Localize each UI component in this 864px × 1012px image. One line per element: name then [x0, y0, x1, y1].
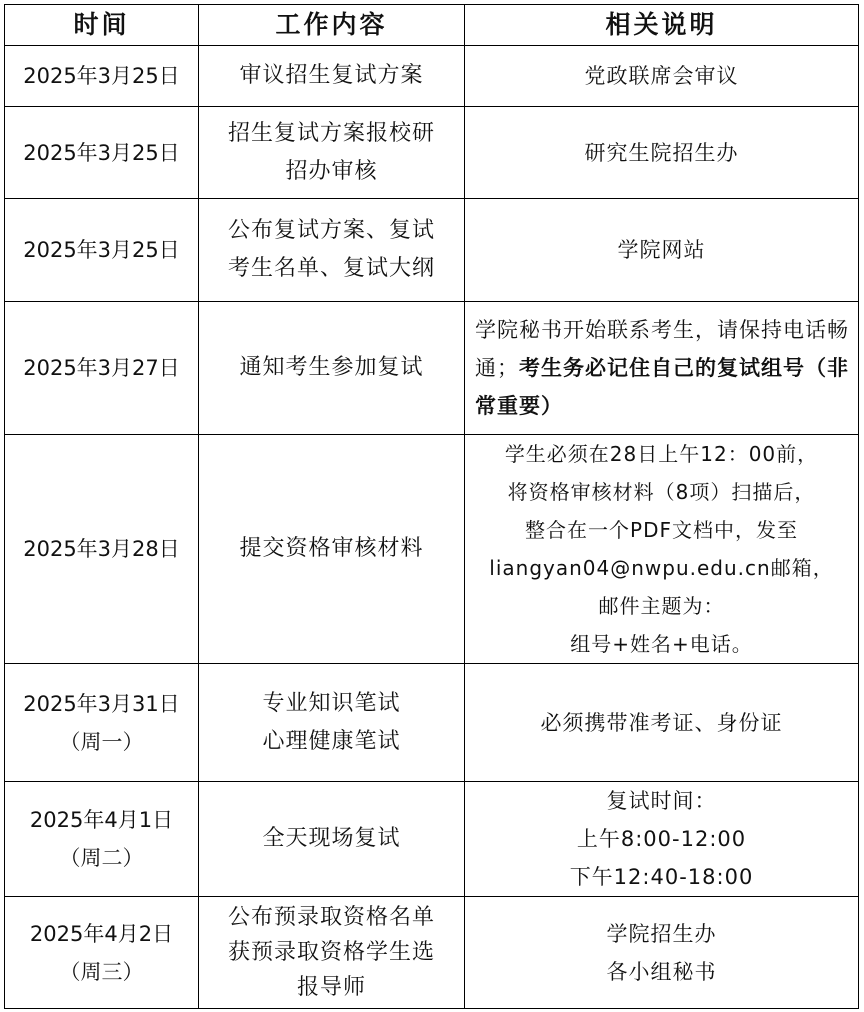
- date-text: 2025年3月25日: [23, 140, 180, 165]
- date-text: 2025年3月25日: [23, 64, 180, 88]
- work-cell: [199, 782, 465, 897]
- note-cell: [465, 107, 859, 199]
- weekday-text: （周二）: [59, 846, 144, 870]
- work-text: 报导师: [296, 975, 366, 1000]
- note-text: 各小组秘书: [606, 959, 717, 984]
- note-text: 学院秘书开始联系考生，请保持电话畅通；: [475, 318, 849, 380]
- work-cell: [199, 199, 465, 302]
- date-text: 2025年3月31日: [23, 691, 180, 716]
- date-cell: [5, 46, 199, 107]
- work-cell: [199, 664, 465, 782]
- table-row: [5, 435, 859, 664]
- table-row: [5, 664, 859, 782]
- note-cell: [465, 435, 859, 664]
- header-notes: 相关说明: [465, 5, 859, 46]
- work-text: 获预录取资格学生选: [227, 940, 435, 965]
- date-text: 2025年3月27日: [23, 356, 180, 380]
- note-cell: [465, 897, 859, 1009]
- note-cell: [465, 199, 859, 302]
- table-row: [5, 199, 859, 302]
- header-work-content: 工作内容: [199, 5, 465, 46]
- work-cell: [199, 897, 465, 1009]
- note-cell: [465, 664, 859, 782]
- email-address-text: liangyan04@nwpu.edu.cn邮箱，: [489, 556, 834, 580]
- work-text: 提交资格审核材料: [239, 536, 424, 561]
- note-text: 整合在一个PDF文档中，发至: [525, 518, 798, 542]
- work-cell: [199, 435, 465, 664]
- note-cell: [465, 782, 859, 897]
- date-cell: [5, 435, 199, 664]
- date-cell: [5, 302, 199, 435]
- date-cell: [5, 199, 199, 302]
- note-text: 上午8:00-12:00: [576, 827, 747, 851]
- note-text: 复试时间：: [606, 789, 717, 813]
- work-text: 公布预录取资格名单: [227, 905, 435, 930]
- work-text: 考生名单、复试大纲: [227, 256, 435, 281]
- work-text: 通知考生参加复试: [239, 355, 424, 380]
- date-text: 2025年4月1日: [29, 808, 174, 832]
- schedule-table: [4, 4, 859, 1009]
- note-text: 学生必须在28日上午12：00前，: [504, 442, 819, 466]
- note-text: 组号+姓名+电话。: [570, 632, 753, 656]
- date-text: 2025年4月2日: [29, 921, 174, 946]
- note-cell: [465, 302, 859, 435]
- note-text: 下午12:40-18:00: [569, 865, 754, 889]
- work-text: 招办审核: [285, 158, 378, 184]
- work-text: 全天现场复试: [262, 826, 401, 851]
- work-text: 心理健康笔试: [262, 728, 401, 754]
- work-text: 公布复试方案、复试: [227, 218, 435, 243]
- header-time: 时间: [5, 5, 199, 46]
- date-cell: [5, 107, 199, 199]
- note-important-text: 考生务必记住自己的复试组号（非常重要）: [475, 356, 849, 418]
- work-text: 审议招生复试方案: [239, 63, 424, 88]
- date-cell: [5, 782, 199, 897]
- work-cell: [199, 107, 465, 199]
- note-text: 研究生院招生办: [584, 140, 739, 165]
- table-row: [5, 897, 859, 1009]
- date-text: 2025年3月25日: [23, 238, 180, 262]
- work-cell: [199, 46, 465, 107]
- note-text: 将资格审核材料（8项）扫描后，: [507, 480, 816, 504]
- table-row: [5, 46, 859, 107]
- note-text: 学院招生办: [606, 921, 717, 946]
- note-text: 党政联席会审议: [584, 64, 739, 88]
- date-cell: [5, 897, 199, 1009]
- weekday-text: （周一）: [59, 729, 144, 754]
- table-row: [5, 782, 859, 897]
- note-cell: [465, 46, 859, 107]
- work-text: 专业知识笔试: [262, 690, 401, 716]
- work-text: 招生复试方案报校研: [227, 120, 435, 146]
- date-text: 2025年3月28日: [23, 537, 180, 561]
- work-cell: [199, 302, 465, 435]
- note-text: 学院网站: [617, 238, 706, 262]
- note-text: 必须携带准考证、身份证: [540, 710, 783, 735]
- table-row: [5, 302, 859, 435]
- table-header-row: [5, 5, 859, 46]
- date-cell: [5, 664, 199, 782]
- weekday-text: （周三）: [59, 959, 144, 984]
- table-row: [5, 107, 859, 199]
- note-text: 邮件主题为：: [598, 594, 725, 618]
